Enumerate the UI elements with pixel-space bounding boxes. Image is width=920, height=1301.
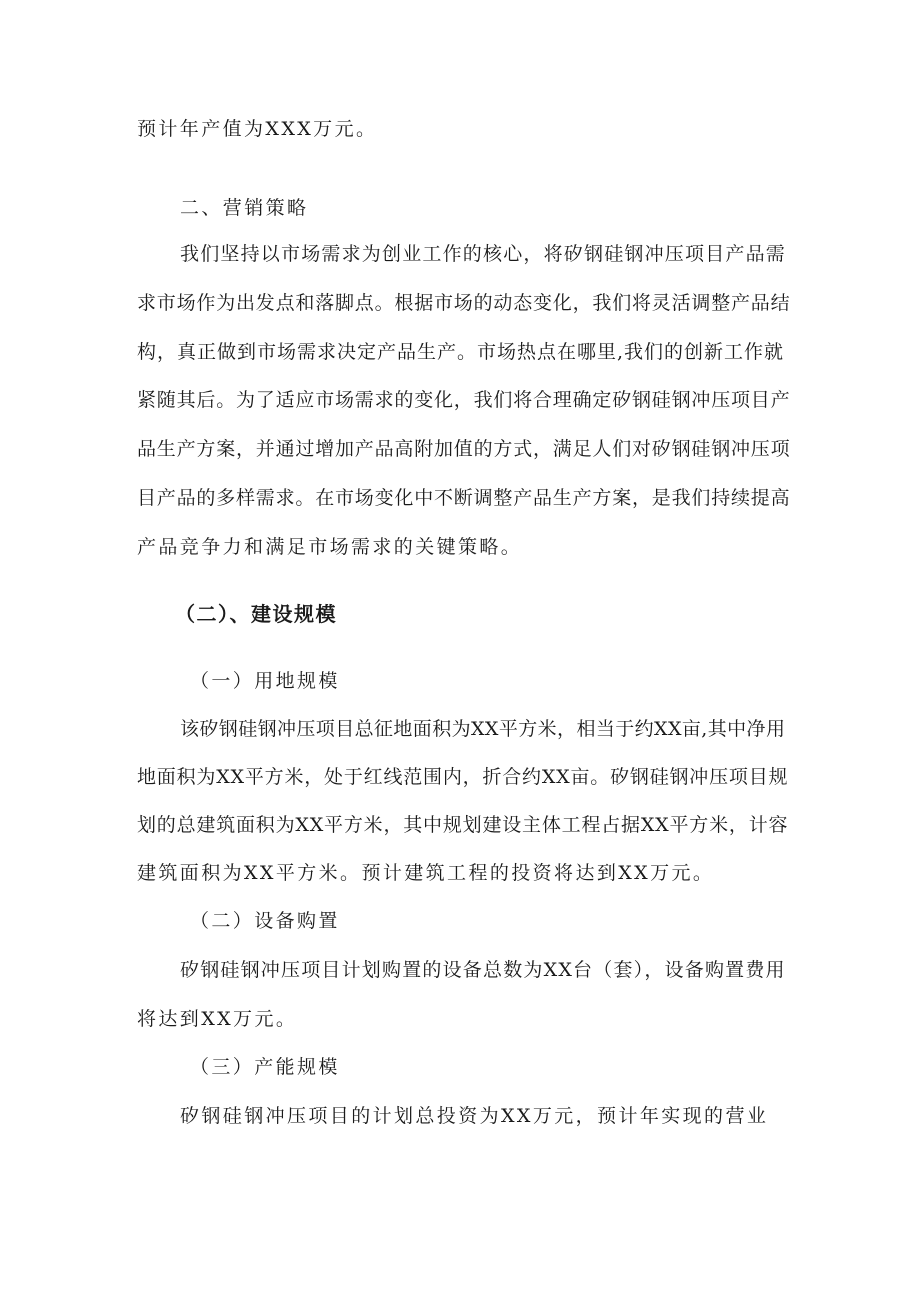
- marketing-line-2: 求市场作为出发点和落脚点。根据市场的动态变化，我们将灵活调整产品结: [137, 292, 791, 314]
- marketing-line-7: 产品竞争力和满足市场需求的关键策略。: [137, 536, 523, 558]
- land-line-1: 该矽钢硅钢冲压项目总征地面积为XX平方米，相当于约XX亩,其中净用: [180, 718, 786, 740]
- land-heading: （一）用地规模: [190, 670, 340, 692]
- marketing-heading: 二、营销策略: [180, 197, 309, 219]
- land-line-2: 地面积为XX平方米，处于红线范围内，折合约XX亩。矽钢硅钢冲压项目规: [137, 766, 789, 788]
- continuation-text: 预计年产值为XXX万元。: [137, 118, 378, 140]
- equipment-line-2: 将达到XX万元。: [137, 1008, 298, 1030]
- marketing-line-5: 品生产方案，并通过增加产品高附加值的方式，满足人们对矽钢硅钢冲压项: [137, 438, 791, 460]
- construction-heading: （二）、建设规模: [175, 602, 337, 626]
- equipment-heading: （二）设备购置: [190, 910, 340, 932]
- marketing-line-1: 我们坚持以市场需求为创业工作的核心，将矽钢硅钢冲压项目产品需: [180, 243, 787, 265]
- equipment-line-1: 矽钢硅钢冲压项目计划购置的设备总数为XX台（套），设备购置费用: [180, 959, 786, 981]
- land-line-3: 划的总建筑面积为XX平方米，其中规划建设主体工程占据XX平方米，计容: [137, 814, 789, 836]
- land-line-4: 建筑面积为XX平方米。预计建筑工程的投资将达到XX万元。: [137, 862, 715, 884]
- marketing-line-3: 构，真正做到市场需求决定产品生产。市场热点在哪里,我们的创新工作就: [137, 341, 785, 363]
- marketing-line-4: 紧随其后。为了适应市场需求的变化，我们将合理确定矽钢硅钢冲压项目产: [137, 389, 791, 411]
- marketing-line-6: 目产品的多样需求。在市场变化中不断调整产品生产方案，是我们持续提高: [137, 487, 791, 509]
- capacity-line-1: 矽钢硅钢冲压项目的计划总投资为XX万元，预计年实现的营业: [180, 1105, 769, 1127]
- capacity-heading: （三）产能规模: [190, 1056, 340, 1078]
